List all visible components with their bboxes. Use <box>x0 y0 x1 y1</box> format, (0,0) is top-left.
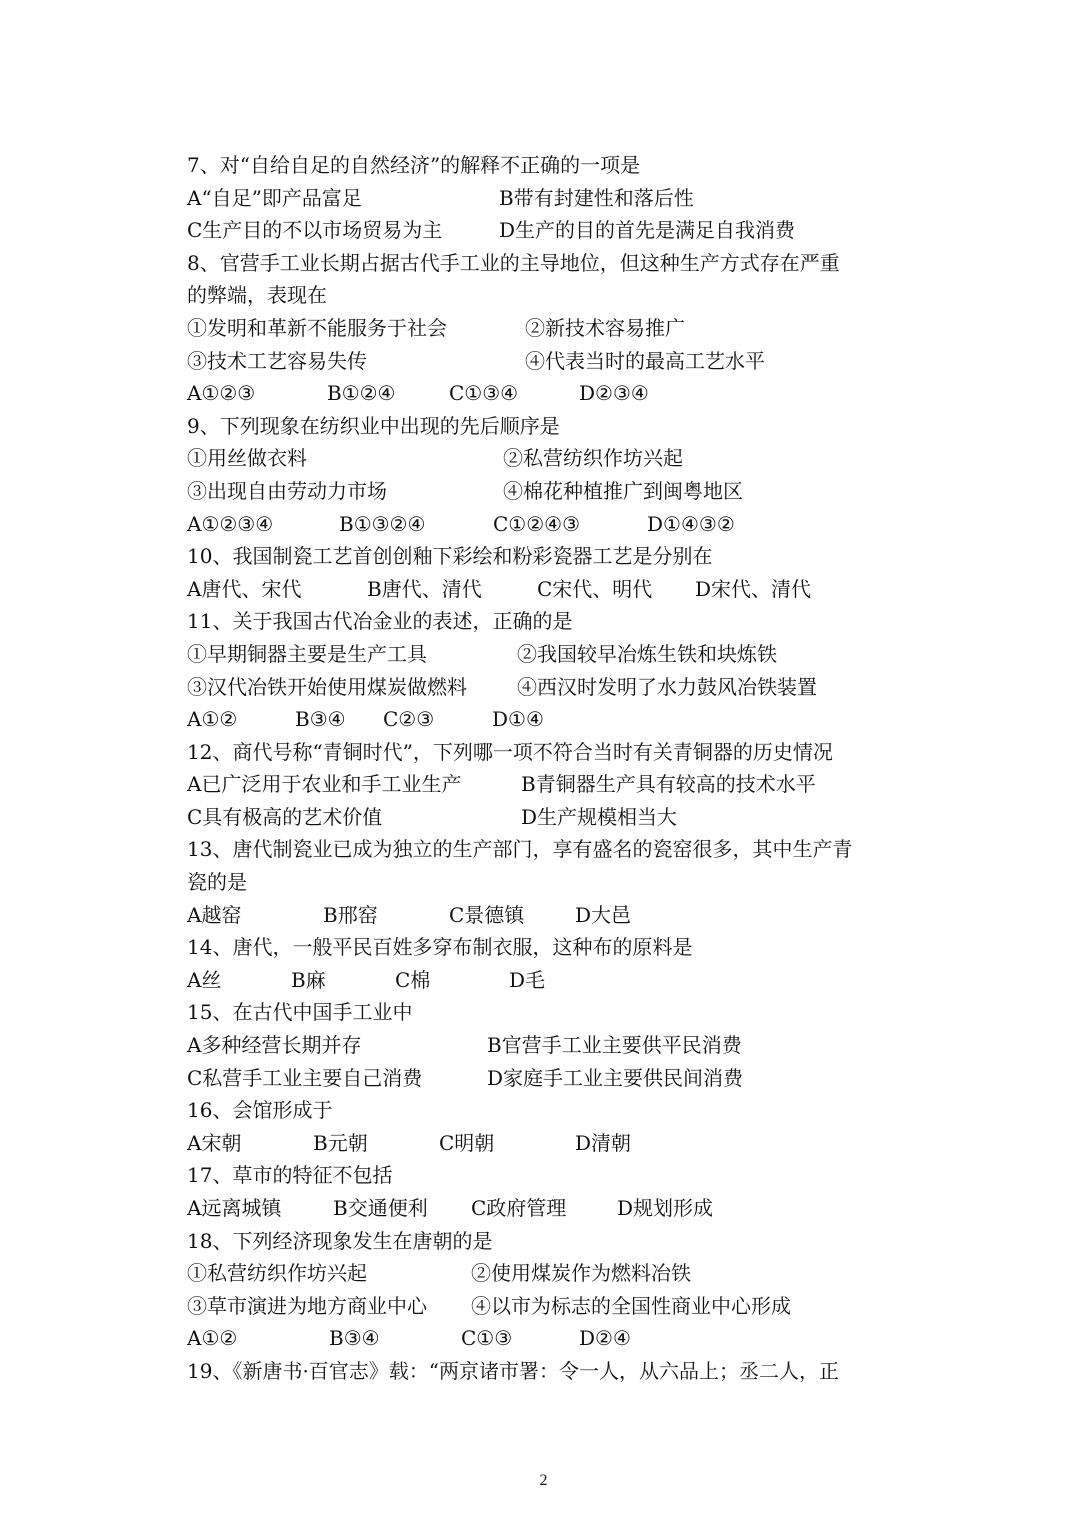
option-item: D毛 <box>509 967 546 992</box>
option-item: C政府管理 <box>471 1196 567 1220</box>
option-row <box>187 899 917 932</box>
option-row <box>187 703 917 736</box>
option-row <box>187 1322 917 1355</box>
option-item: C明朝 <box>439 1130 495 1155</box>
question-stem: 14、唐代，一般平民百姓多穿布制衣服，这种布的原料是 <box>187 935 693 960</box>
option-item: B唐代、清代 <box>367 576 482 601</box>
option-item: B青铜器生产具有较高的技术水平 <box>521 772 816 797</box>
option-item: D生产的目的首先是满足自我消费 <box>499 218 796 243</box>
option-item: C生产目的不以市场贸易为主 <box>187 218 443 243</box>
option-item: C具有极高的艺术价值 <box>187 804 383 829</box>
option-item: C①③ <box>461 1326 513 1351</box>
option-item: C景德镇 <box>449 902 525 927</box>
option-item: D生产规模相当大 <box>521 804 678 829</box>
option-item: D家庭手工业主要供民间消费 <box>487 1065 744 1090</box>
option-item: B麻 <box>291 967 326 992</box>
option-row <box>187 475 917 508</box>
option-item: D①④ <box>492 707 544 732</box>
option-item: ①私营纺织作坊兴起 <box>187 1261 367 1286</box>
option-item: ③草市演进为地方商业中心 <box>187 1293 427 1318</box>
question-stem: 15、在古代中国手工业中 <box>187 1000 413 1025</box>
option-item: A宋朝 <box>187 1130 242 1155</box>
option-item: ①用丝做衣料 <box>187 446 307 471</box>
option-row <box>187 964 917 997</box>
option-item: D大邑 <box>575 902 632 927</box>
option-item: A①② <box>187 707 238 732</box>
option-item: B带有封建性和落后性 <box>499 185 694 210</box>
option-item: C①②④③ <box>493 511 581 536</box>
option-item: ①发明和革新不能服务于社会 <box>187 315 447 340</box>
option-item: C②③ <box>383 707 435 732</box>
option-item: D清朝 <box>575 1130 632 1155</box>
option-item: D规划形成 <box>617 1196 714 1220</box>
option-item: B元朝 <box>313 1130 368 1155</box>
option-row <box>187 768 917 801</box>
option-item: B①②④ <box>327 381 396 406</box>
option-item: A丝 <box>187 967 222 992</box>
question-stem: 瓷的是 <box>187 870 247 895</box>
option-row <box>187 1290 917 1323</box>
option-row <box>187 377 917 410</box>
option-item: ③出现自由劳动力市场 <box>187 478 387 503</box>
option-item: A①② <box>187 1326 238 1351</box>
question-stem: 的弊端，表现在 <box>187 283 327 308</box>
question-stem: 17、草市的特征不包括 <box>187 1163 393 1188</box>
option-item: B③④ <box>329 1326 380 1351</box>
option-item: D②④ <box>579 1326 631 1351</box>
option-row <box>187 214 917 247</box>
question-stem: 8、官营手工业长期占据古代手工业的主导地位，但这种生产方式存在严重 <box>187 250 840 275</box>
option-item: ④西汉时发明了水力鼓风冶铁装置 <box>517 674 817 699</box>
question-stem: 7、对“自给自足的自然经济”的解释不正确的一项是 <box>187 153 641 177</box>
option-item: D②③④ <box>579 381 649 406</box>
option-item: ④以市为标志的全国性商业中心形成 <box>471 1293 791 1318</box>
question-stem: 10、我国制瓷工艺首创创釉下彩绘和粉彩瓷器工艺是分别在 <box>187 544 713 569</box>
option-item: B交通便利 <box>333 1196 428 1220</box>
question-stem: 13、唐代制瓷业已成为独立的生产部门，享有盛名的瓷窑很多，其中生产青 <box>187 837 853 862</box>
option-item: B官营手工业主要供平民消费 <box>487 1033 742 1058</box>
option-item: A“自足”即产品富足 <box>187 185 362 210</box>
option-item: ①早期铜器主要是生产工具 <box>187 641 427 666</box>
option-item: A已广泛用于农业和手工业生产 <box>187 772 462 797</box>
option-item: A越窑 <box>187 902 242 927</box>
option-row <box>187 573 917 606</box>
option-row <box>187 1127 917 1160</box>
option-item: ④棉花种植推广到闽粤地区 <box>503 478 743 503</box>
option-row <box>187 442 917 475</box>
option-row <box>187 1257 917 1290</box>
option-item: D①④③② <box>647 511 735 536</box>
question-stem: 12、商代号称“青铜时代”，下列哪一项不符合当时有关青铜器的历史情况 <box>187 739 833 764</box>
option-item: B③④ <box>295 707 346 732</box>
option-item: A唐代、宋代 <box>187 576 302 601</box>
option-item: ④代表当时的最高工艺水平 <box>525 348 765 373</box>
option-item: A①②③④ <box>187 511 274 536</box>
option-item: ③技术工艺容易失传 <box>187 348 367 373</box>
page-number: 2 <box>539 1472 548 1489</box>
option-row <box>187 182 917 215</box>
question-stem: 16、会馆形成于 <box>187 1098 333 1123</box>
option-row <box>187 1192 917 1225</box>
option-row <box>187 312 917 345</box>
option-item: ②我国较早冶炼生铁和块炼铁 <box>517 641 777 666</box>
question-stem: 11、关于我国古代冶金业的表述，正确的是 <box>187 609 573 634</box>
option-row <box>187 345 917 378</box>
option-row <box>187 508 917 541</box>
option-item: D宋代、清代 <box>695 576 812 601</box>
question-list <box>187 149 917 1388</box>
option-item: A远离城镇 <box>187 1196 282 1220</box>
option-item: C宋代、明代 <box>537 576 653 601</box>
question-stem: 9、下列现象在纺织业中出现的先后顺序是 <box>187 413 560 438</box>
question-stem: 19、《新唐书·百官志》载：“两京诸市署：令一人，从六品上；丞二人，正 <box>187 1358 840 1383</box>
option-item: ③汉代冶铁开始使用煤炭做燃料 <box>187 674 467 699</box>
option-item: B①③②④ <box>339 511 426 536</box>
option-row <box>187 801 917 834</box>
option-row <box>187 1029 917 1062</box>
option-item: A多种经营长期并存 <box>187 1033 362 1058</box>
option-item: C①③④ <box>449 381 519 406</box>
option-item: ②使用煤炭作为燃料冶铁 <box>471 1261 691 1286</box>
option-item: C棉 <box>395 967 431 992</box>
option-item: ②私营纺织作坊兴起 <box>503 446 683 471</box>
option-row <box>187 1062 917 1095</box>
option-row <box>187 671 917 704</box>
option-row <box>187 638 917 671</box>
option-item: C私营手工业主要自己消费 <box>187 1065 423 1090</box>
option-item: A①②③ <box>187 381 256 406</box>
question-stem: 18、下列经济现象发生在唐朝的是 <box>187 1228 493 1253</box>
option-item: B邢窑 <box>323 902 378 927</box>
option-item: ②新技术容易推广 <box>525 315 685 340</box>
